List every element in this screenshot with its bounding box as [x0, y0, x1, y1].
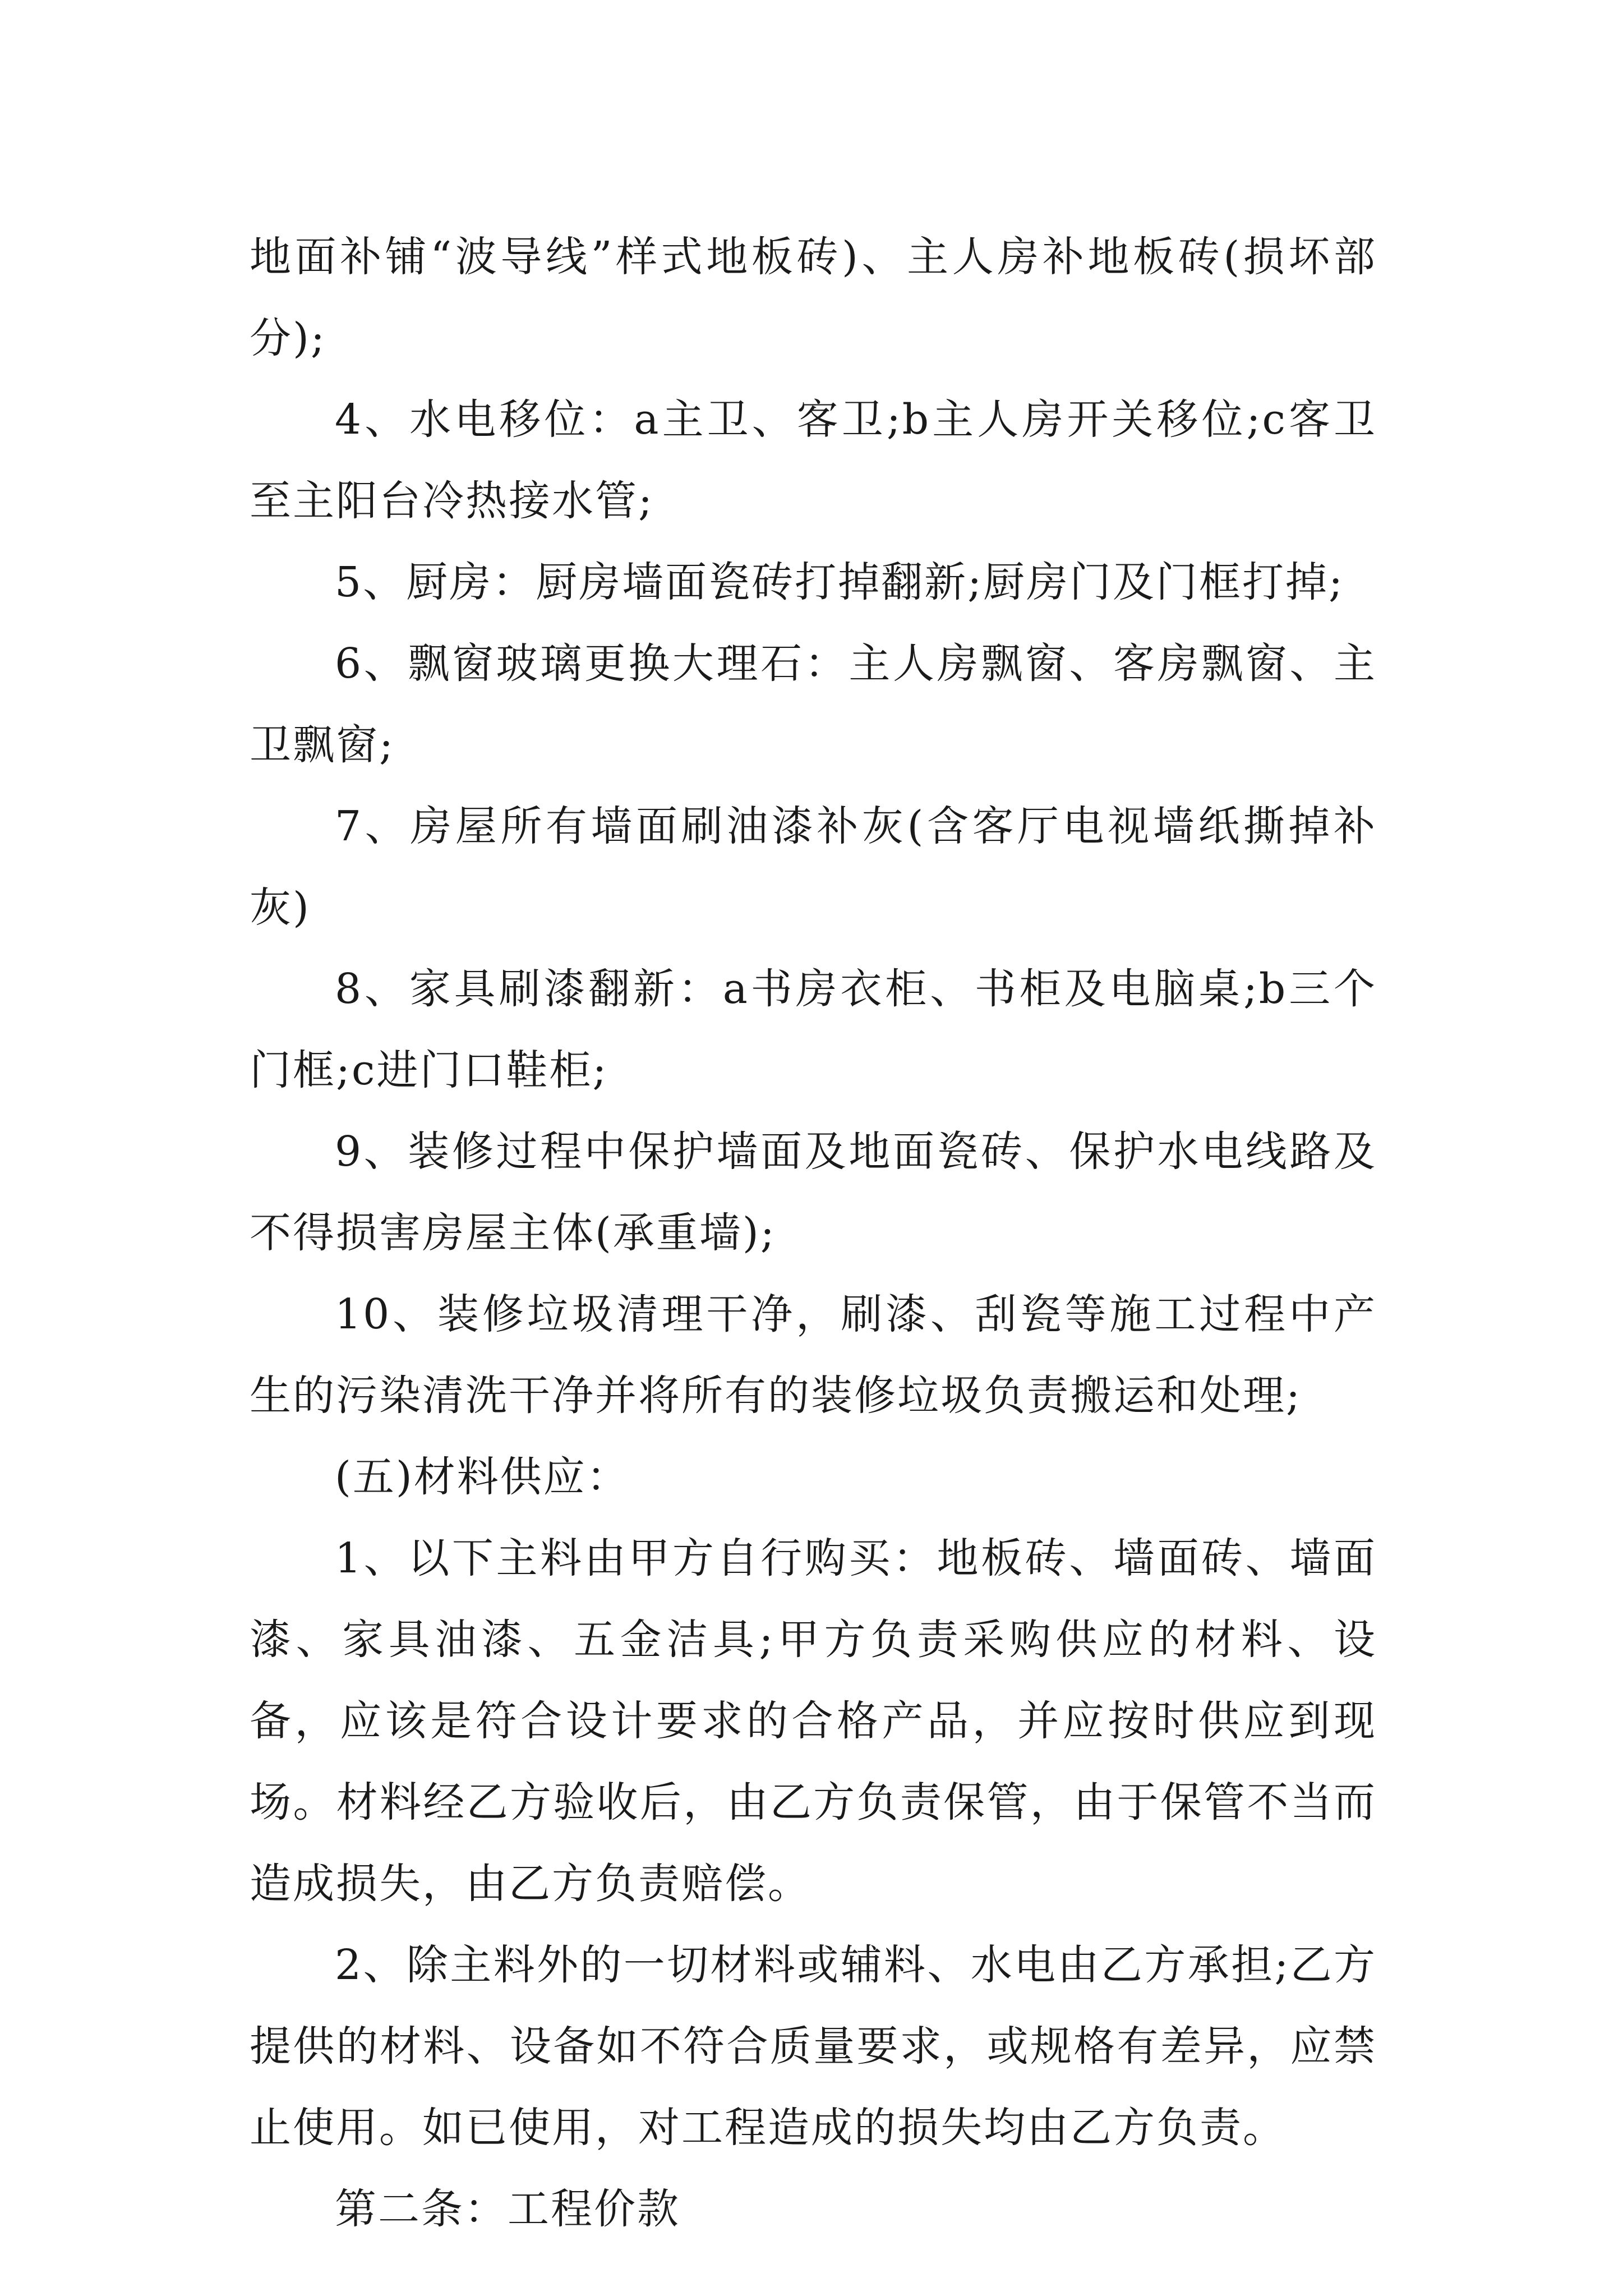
paragraph-item-6-bay-window: 6、飘窗玻璃更换大理石：主人房飘窗、客房飘窗、主卫飘窗; — [250, 639, 1377, 769]
paragraph-item-4-plumbing-electrical: 4、水电移位：a主卫、客卫;b主人房开关移位;c客卫至主阳台冷热接水管; — [250, 395, 1377, 525]
section-heading-material-supply: (五)材料供应： — [335, 1453, 630, 1501]
paragraph-item-7-wall-paint: 7、房屋所有墙面刷油漆补灰(含客厅电视墙纸撕掉补灰) — [250, 802, 1377, 932]
paragraph-floor-tiles: 地面补铺“波导线”样式地板砖)、主人房补地板砖(损坏部分); — [250, 233, 1377, 362]
paragraph-item-5-kitchen: 5、厨房：厨房墙面瓷砖打掉翻新;厨房门及门框打掉; — [335, 558, 1344, 606]
paragraph-material-2: 2、除主料外的一切材料或辅料、水电由乙方承担;乙方提供的材料、设备如不符合质量要求，或规格有差异，应禁止使用。如已使用，对工程造成的损失均由乙方负责。 — [250, 1941, 1377, 2152]
document-body — [250, 217, 1377, 2250]
paragraph-item-10-cleanup: 10、装修垃圾清理干净，刷漆、刮瓷等施工过程中产生的污染清洗干净并将所有的装修垃圾负责搬运和处理; — [250, 1290, 1377, 1420]
paragraph-item-8-furniture-paint: 8、家具刷漆翻新：a书房衣柜、书柜及电脑桌;b三个门框;c进门口鞋柜; — [250, 965, 1377, 1094]
paragraph-material-1: 1、以下主料由甲方自行购买：地板砖、墙面砖、墙面漆、家具油漆、五金洁具;甲方负责采购供应的材料、设备，应该是符合设计要求的合格产品，并应按时供应到现场。材料经乙方验收后，由乙方负责保管，由于保管不当而造成损失，由乙方负责赔偿。 — [250, 1534, 1377, 1908]
paragraph-item-9-protection: 9、装修过程中保护墙面及地面瓷砖、保护水电线路及不得损害房屋主体(承重墙); — [250, 1128, 1377, 1257]
article-heading-project-price: 第二条：工程价款 — [335, 2185, 680, 2233]
